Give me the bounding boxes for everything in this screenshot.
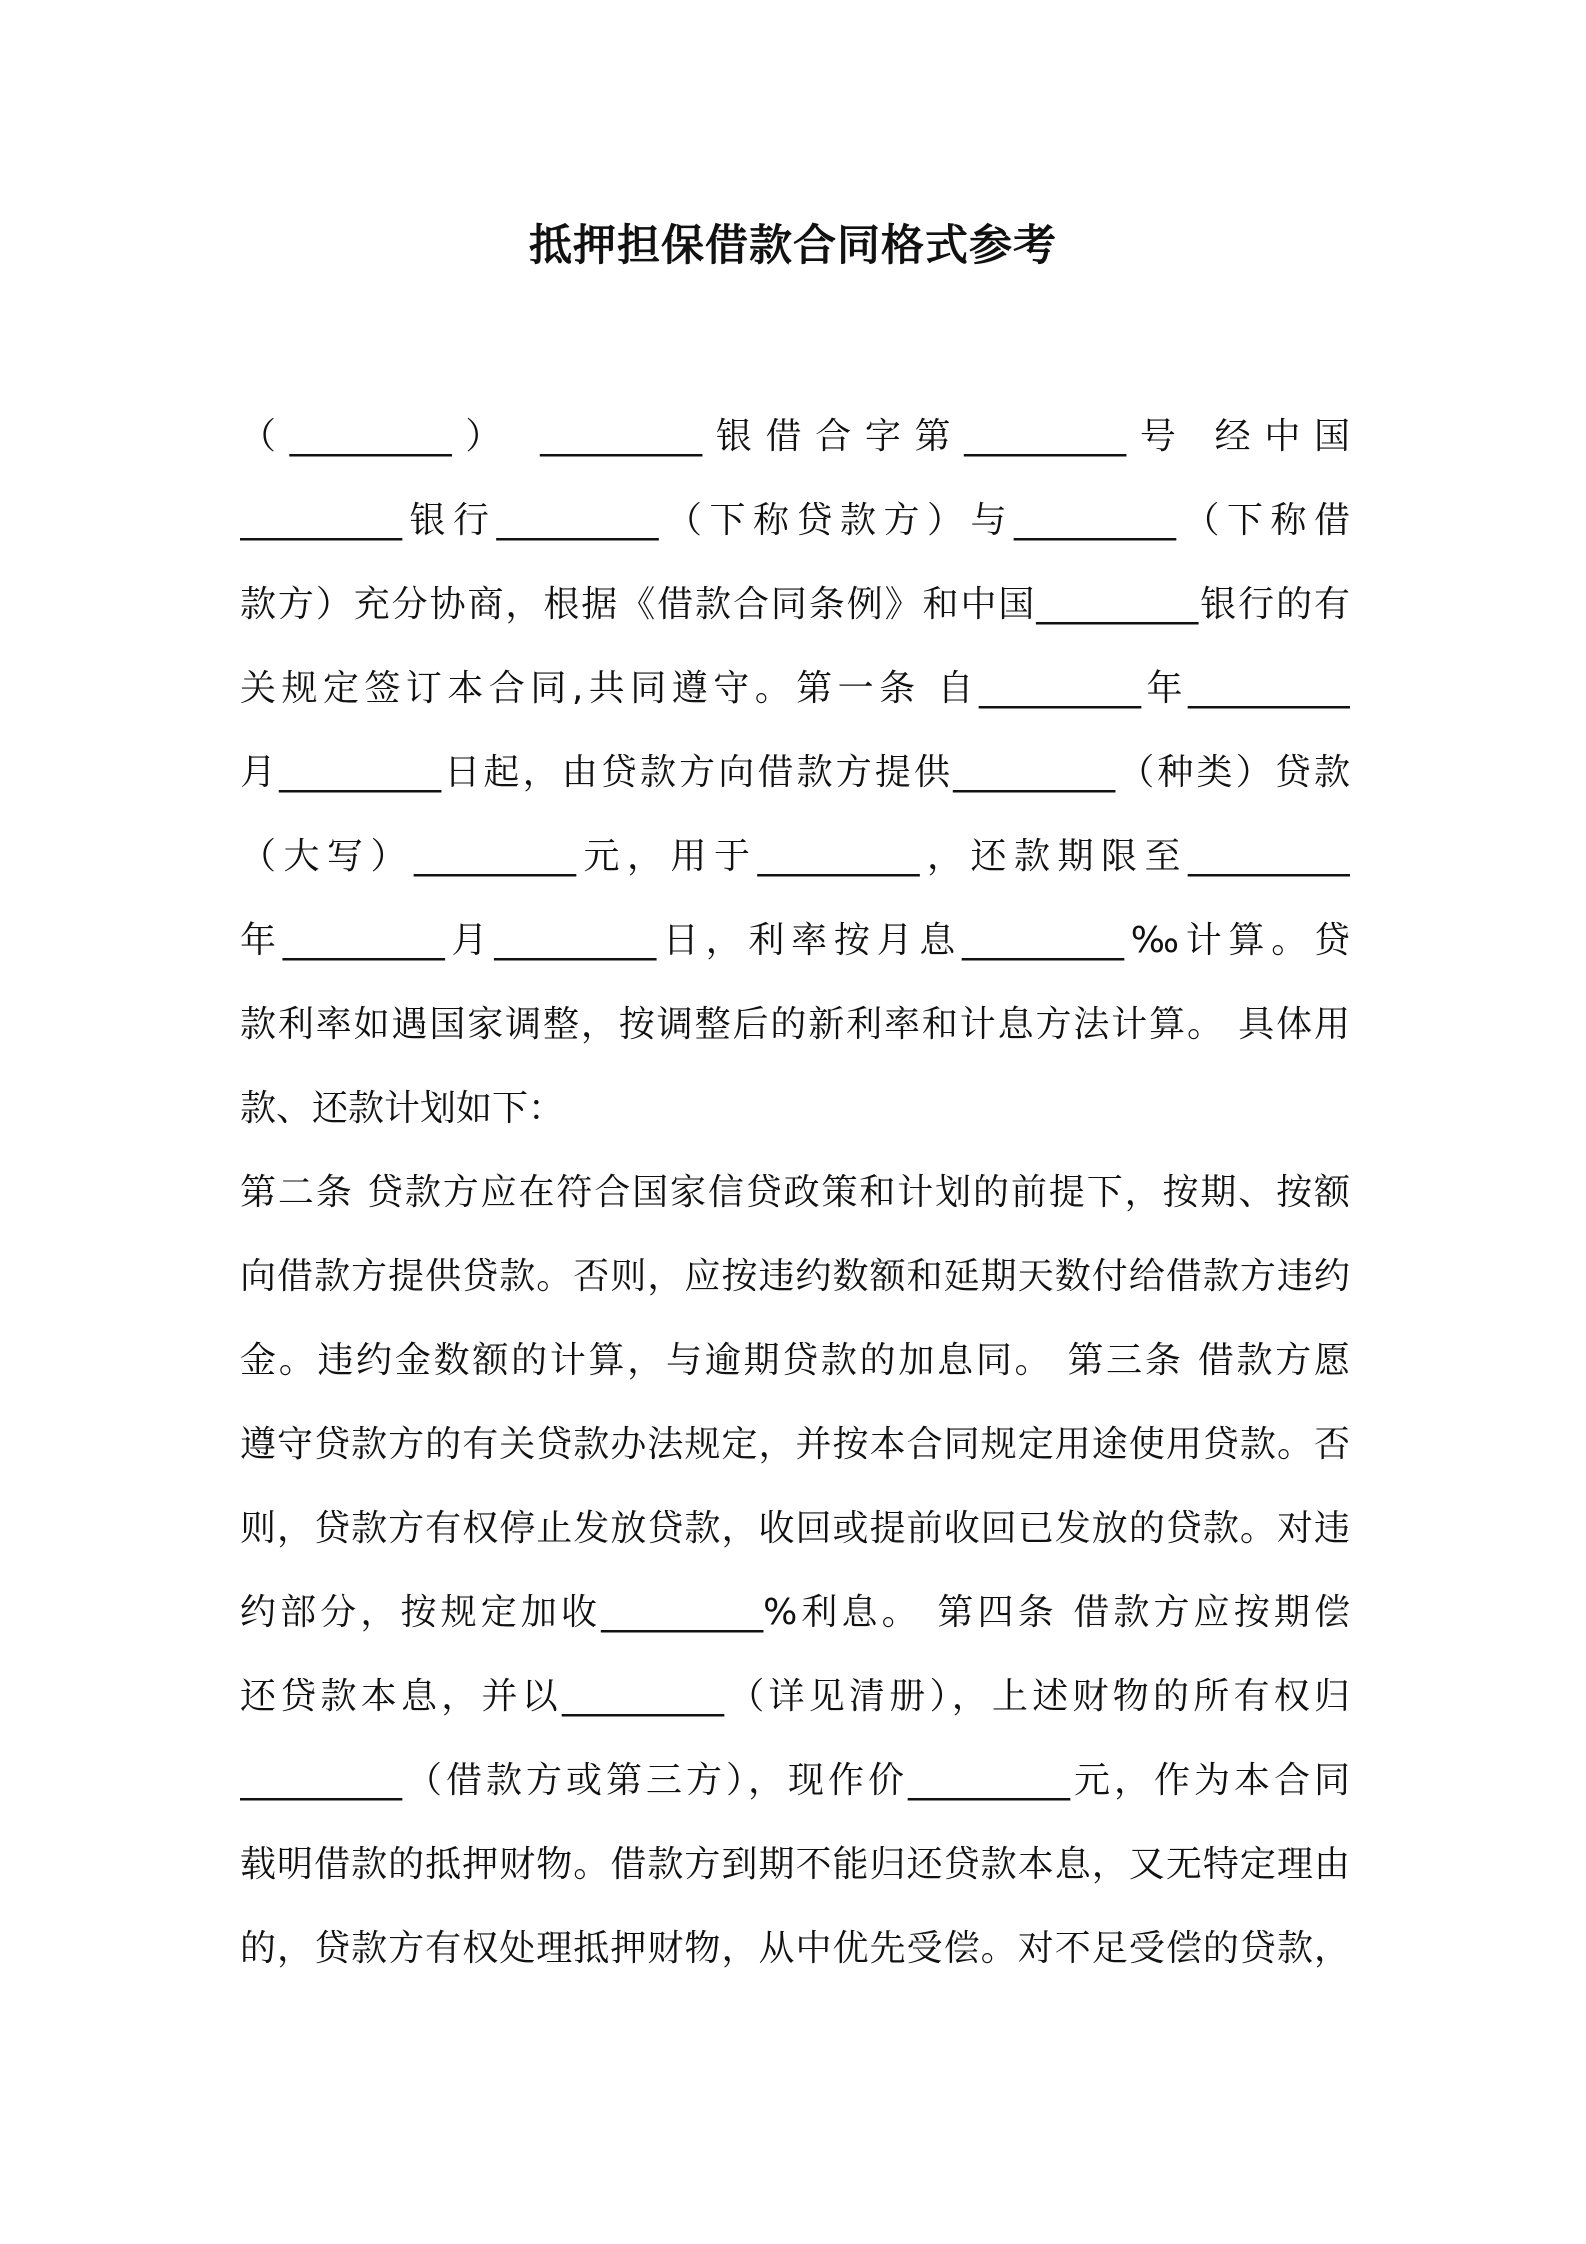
body-line: 约部分，按规定加收_________%利息。 第四条 借款方应按期偿 (240, 1592, 1350, 1633)
body-line: 款方）充分协商，根据《借款合同条例》和中国_________银行的有 (240, 584, 1350, 625)
body-line: 则，贷款方有权停止发放贷款，收回或提前收回已发放的贷款。对违 (240, 1508, 1350, 1549)
body-line: 款利率如遇国家调整，按调整后的新利率和计息方法计算。 具体用 (240, 1004, 1350, 1045)
body-line: _________（借款方或第三方），现作价_________元，作为本合同 (240, 1760, 1350, 1801)
body-line: （_________） _________银借合字第_________号 经中国 (240, 416, 1350, 457)
body-line: 第二条 贷款方应在符合国家信贷政策和计划的前提下，按期、按额 (240, 1172, 1350, 1213)
body-line: 遵守贷款方的有关贷款办法规定，并按本合同规定用途使用贷款。否 (240, 1424, 1350, 1465)
body-line: 款、还款计划如下： (240, 1088, 565, 1129)
body-line: 还贷款本息，并以_________（详见清册），上述财物的所有权归 (240, 1676, 1350, 1717)
body-line: 载明借款的抵押财物。借款方到期不能归还贷款本息，又无特定理由 (240, 1844, 1350, 1885)
body-line: 向借款方提供贷款。否则，应按违约数额和延期天数付给借款方违约 (240, 1256, 1350, 1297)
body-line: 的，贷款方有权处理抵押财物，从中优先受偿。对不足受偿的贷款， (240, 1928, 1350, 1969)
body-line: 年_________月_________日，利率按月息_________‰计算。贷 (240, 920, 1350, 961)
body-line: （大写）_________元，用于_________，还款期限至_________ (240, 836, 1350, 877)
body-line: _________银行_________（下称贷款方）与_________（下称借 (240, 500, 1350, 541)
body-line: 关规定签订本合同,共同遵守。第一条 自_________年_________ (240, 668, 1350, 709)
body-line: 金。违约金数额的计算，与逾期贷款的加息同。 第三条 借款方愿 (240, 1340, 1350, 1381)
body-line: 月_________日起，由贷款方向借款方提供_________（种类）贷款 (240, 752, 1350, 793)
document-title: 抵押担保借款合同格式参考 (529, 221, 1057, 271)
